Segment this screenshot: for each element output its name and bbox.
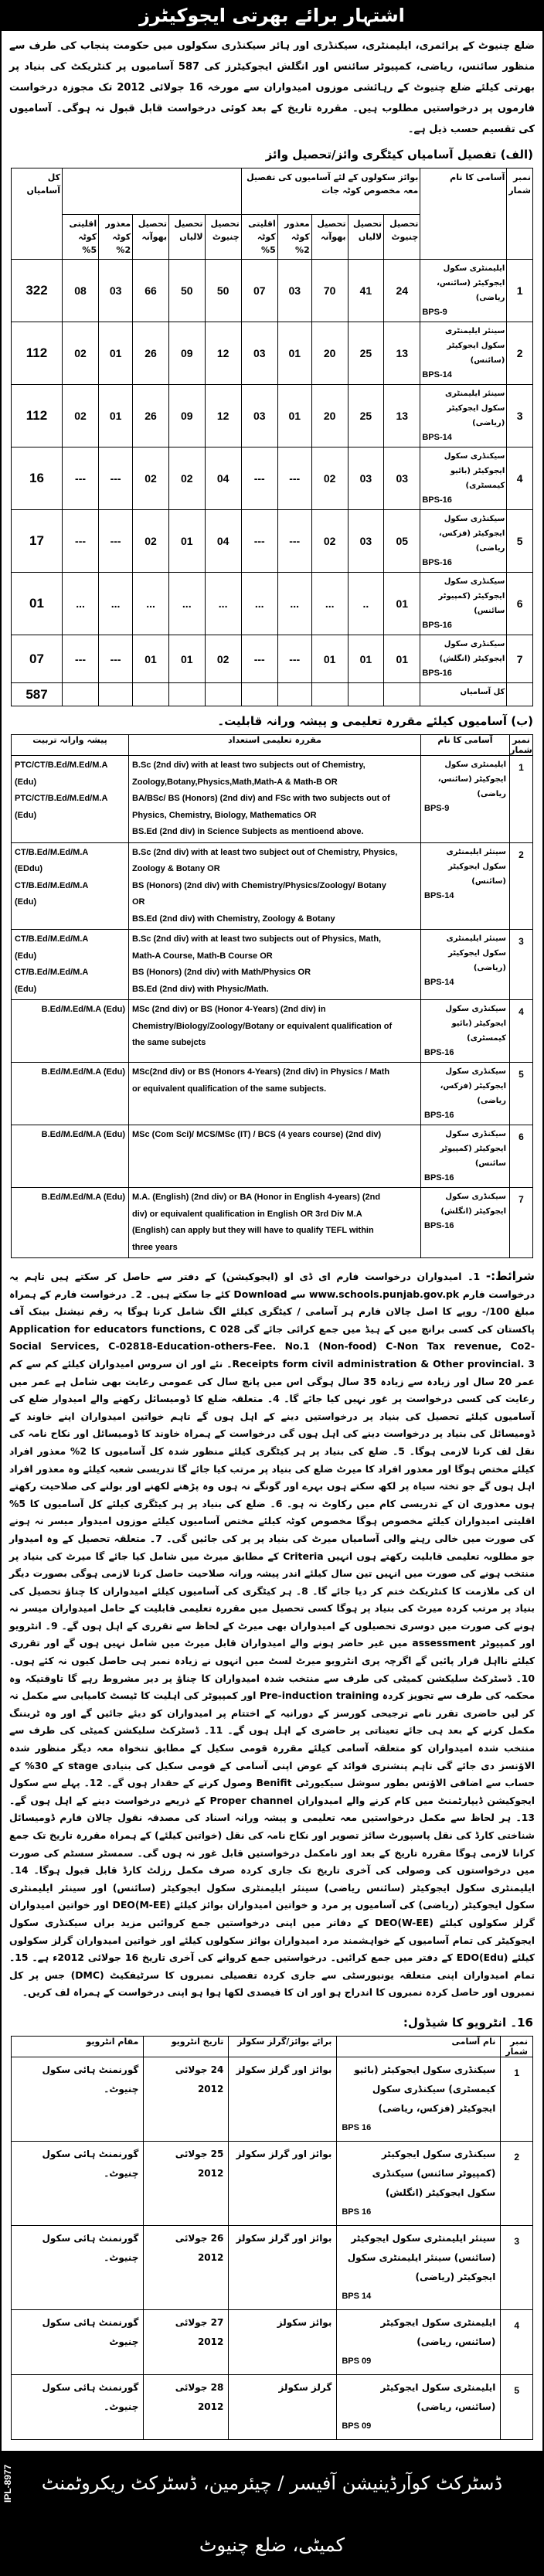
training-line: B.Ed/M.Ed/M.A (Edu) [41,1130,125,1139]
row-total: 17 [12,510,63,573]
qualification-line: MSc(2nd div) or BS (Honors 4-Years) (2nd div) in Physics / Math [132,1067,390,1077]
boys-count: 01 [311,635,348,683]
row-number: 6 [507,573,533,635]
training-line: PTC/CT/B.Ed/M.Ed/M.A [15,794,108,803]
post-name [421,756,510,843]
qualification-line: MSc (2nd div) or BS (Honor 4-Years) (2nd div) in [132,1005,326,1014]
sub-header: تحصیل بھوآنہ [133,215,169,260]
post-name [420,447,507,510]
training-line: (EDdu) [15,864,43,873]
qualification-line: (English) can apply but they will have to qualify TEFL within [132,1226,374,1235]
row-number: 5 [501,2374,533,2439]
post-name [337,2309,501,2374]
boys-count: 03 [348,447,384,510]
table-row [12,2141,533,2225]
post-title: سینئر ایلیمنٹری سکول ایجوکیٹر (ریاضی) [446,934,506,972]
qualification-line: Physics, Chemistry, Biology, Mathematics OR [132,810,317,820]
empty-cell [99,683,133,706]
row-number: 2 [501,2141,533,2225]
boys-count: 25 [348,322,384,385]
qualification-line: B.Sc (2nd div) with at least two subject out of Chemistry, Physics, [132,847,398,857]
empty-cell [277,683,311,706]
interview-venue: گورنمنٹ ہائی سکول چنیوٹ۔ [12,2141,144,2225]
table-row [12,510,533,573]
boys-count: 03 [241,322,277,385]
pay-scale: BPS 14 [342,2291,372,2301]
row-number: 3 [507,385,533,447]
boys-count: 01 [384,635,420,683]
girls-count: 26 [133,322,169,385]
academic-qualification [129,1125,421,1188]
girls-count: 01 [99,385,133,447]
post-title: سیکنڈری سکول ایجوکیٹر (فزکس، ریاضی) [438,515,505,553]
table-row [12,635,533,683]
post-title: سیکنڈری سکول ایجوکیٹر (کمپیوٹر سائنس) [438,577,505,615]
interview-venue: گورنمنٹ ہائی سکول چنیوٹ۔ [12,2057,144,2141]
row-number: 4 [507,447,533,510]
sub-header: معذور کوٹہ 2% [99,215,133,260]
qualification-line: BS.Ed (2nd div) in Science Subjects as mentioend above. [132,827,364,836]
boys-count: 13 [384,385,420,447]
post-title: سیکنڈری سکول ایجوکیٹر (کمپیوٹر سائنس) سیکنڈری سکول ایجوکیٹر (انگلش) [372,2148,496,2198]
boys-count: .. [348,573,384,635]
girls-count: 02 [63,385,99,447]
girls-count: 09 [168,322,205,385]
girls-count: 50 [168,260,205,322]
table-row [12,260,533,322]
training-line: (Edu) [15,777,37,787]
academic-qualification [129,1000,421,1063]
section-b-heading: (ب) آسامیوں کیلئے مقررہ تعلیمی و پیشہ ورانہ قابلیت۔ [217,714,533,728]
girls-count: ... [99,573,133,635]
row-total: 16 [12,447,63,510]
row-number: 2 [510,842,533,930]
post-name [337,2225,501,2309]
academic-qualification [129,1063,421,1125]
footer-signature: ڈسٹرکٹ کوآرڈینیشن آفیسر / چیئرمین، ڈسٹرکٹ ریکروٹمنٹ کمیٹی، ضلع چنیوٹ [41,2472,503,2556]
boys-count: --- [277,635,311,683]
girls-count: --- [63,447,99,510]
pay-scale: BPS 09 [342,2356,372,2366]
post-name [421,930,510,1000]
row-total: 322 [12,260,63,322]
post-title: ایلیمنٹری سکول ایجوکیٹر (سائنس، ریاضی) [380,2381,496,2412]
interview-venue: گورنمنٹ ہائی سکول چنیوٹ [12,2309,144,2374]
school-type: بوائز اور گرلز سکولز [229,2057,337,2141]
interview-venue: گورنمنٹ ہائی سکول چنیوٹ۔ [12,2225,144,2309]
vacancies-table [11,168,533,706]
interview-date: 27 جولائی 2012 [144,2309,229,2374]
professional-training [12,930,129,1000]
school-type: گرلز سکولز [229,2374,337,2439]
girls-count: --- [99,510,133,573]
qualification-line: Zoology,Botany,Physics,Math,Math-A & Math-B OR [132,777,338,787]
row-number: 4 [510,1000,533,1063]
table-row [12,842,533,930]
post-name [421,1000,510,1063]
academic-qualification [129,756,421,843]
academic-qualification [129,930,421,1000]
pay-scale: BPS-16 [422,495,452,505]
school-type: بوائز سکولز [229,2309,337,2374]
girls-count: 09 [168,385,205,447]
interview-date: 25 جولائی 2012 [144,2141,229,2225]
girls-count: --- [99,635,133,683]
boys-count: ... [241,573,277,635]
qualification-line: Chemistry/Biology/Zoology/Botany or equivalent qualification of [132,1021,393,1031]
pay-scale: BPS 16 [342,2207,372,2217]
post-name [421,1125,510,1188]
table-row [12,573,533,635]
section-a-heading: (الف) تفصیل آسامیاں کیٹگری وائز/تحصیل وائز [265,148,533,162]
qualification-line: B.Sc (2nd div) with at least two subjects out of Chemistry, [132,761,366,770]
empty-cell [168,683,205,706]
sub-header: تحصیل چنیوٹ [384,215,420,260]
boys-count: 25 [348,385,384,447]
post-name [420,510,507,573]
post-name [421,1063,510,1125]
row-number: 3 [510,930,533,1000]
empty-cell [241,683,277,706]
girls-count: 01 [133,635,169,683]
footer [0,2452,544,2576]
col-boys-group: بوائز سکولوں کے لئے آسامیوں کی تفصیل معہ مخصوص کوٹہ جات [241,168,420,215]
col-no: نمبر شمار [510,735,532,755]
row-number: 7 [510,1188,533,1258]
girls-count: 66 [133,260,169,322]
post-name [337,2374,501,2439]
post-title: سیکنڈری سکول ایجوکیٹر (انگلش) [439,640,505,663]
boys-count: 02 [311,447,348,510]
table-row [12,1063,533,1125]
girls-count: 02 [133,447,169,510]
girls-count: 26 [133,385,169,447]
academic-qualification [129,842,421,930]
post-name [421,1188,510,1258]
boys-count: 01 [277,385,311,447]
professional-training [12,1000,129,1063]
empty-cell [384,683,420,706]
boys-count: 03 [348,510,384,573]
qualification-line: Zoology & Botany OR [132,864,220,873]
boys-count: ... [311,573,348,635]
row-number: 6 [510,1125,533,1188]
academic-qualification [129,1188,421,1258]
boys-count: --- [241,635,277,683]
col-post: آسامی کا نام [421,735,510,756]
qualification-line: BS.Ed (2nd div) with Chemistry, Zoology & Botany [132,914,335,924]
sub-header: اقلیتی کوٹہ 5% [241,215,277,260]
boys-count: 03 [241,385,277,447]
boys-count: --- [277,447,311,510]
sub-header: تحصیل لالیاں [168,215,205,260]
post-title: سیکنڈری سکول ایجوکیٹر (بائیو کیمسٹری) [444,452,505,490]
sub-header: تحصیل چنیوٹ [205,215,241,260]
interview-schedule-table [11,2036,533,2440]
post-name [420,573,507,635]
conditions-heading: شرائط:- [485,1269,535,1283]
row-number: 5 [510,1063,533,1125]
boys-count: 24 [384,260,420,322]
girls-count: 01 [168,510,205,573]
post-title: سینئر ایلیمنٹری سکول ایجوکیٹر (سائنس) [446,847,506,886]
empty-cell [311,683,348,706]
qualification-line: BS (Honors) (2nd div) with Math/Physics OR [132,968,311,977]
row-total: 01 [12,573,63,635]
col-professional: پیشہ وارانہ تربیت [12,735,129,756]
total-row [12,683,533,706]
boys-count: 70 [311,260,348,322]
girls-count: 50 [205,260,241,322]
row-number: 1 [510,756,533,843]
empty-cell [507,683,533,706]
col-venue: مقام انٹرویو [12,2036,144,2057]
boys-count: --- [277,510,311,573]
boys-count: 07 [241,260,277,322]
col-school: برائے بوائز/گرلز سکولز [229,2036,337,2057]
table-row [12,385,533,447]
sub-header: تحصیل لالیاں [348,215,384,260]
professional-training [12,756,129,843]
table-row [12,1125,533,1188]
training-line: (Edu) [15,897,37,907]
conditions-text: 1۔ امیدواران درخواست فارم ای ڈی او (ایجوکیشن) کے دفتر سے حاصل کر سکتے ہیں تاہم یہ درخواست فارم www.schools.punjab.gov.pk سے Download کئے جا سکتے ہیں۔ 2۔ درخواست فارم کے ہمراہ مبلغ 100/- روپے کا اصل چالان فارم ہر آسامی / کیٹگری کیلئے الگ شامل کرنا ہوگا یہ رقم نیشنل بینک آف پاکستان کی کسی برانچ میں کے ہیڈ میں جمع کرائی جائے گی Application for educators functions, C 028 Social Services, C-02818-Education-others-Fee. No.1 (Non-food) C-Non Tax revenue, Co2-Receipts form civil administration & Other provincial. 3۔ نئے اور ان سروس امیدواران کیلئے کم سے کم عمر 20 سال اور زیادہ سے زیادہ 35 سال ہوگی اس میں پانچ سال کی عمومی رعایت بھی شامل ہے عمر میں رعایت کی کسی درخواست پر غور نہیں کیا جائے گا۔ 4۔ متعلقہ ضلع کا ڈومیسائل رکھنے والے امیدوار ضلع کی آسامیوں کیلئے تحصیل کی بنیاد پر درخواستیں دینے کے اہل ہوں گے تاہم خواتین امیدواران اپنے خاوند کے ڈومیسائل کی بنیاد پر درخواست دینے کی اہل ہوں گی درخواست کے ہمراہ خاوند کا ڈومیسائل اور نکاح نامہ کی نقل لف کرنا لازمی ہوگا۔ 5۔ ضلع کی بنیاد پر ہر کیٹگری کیلئے منظور شدہ کل آسامیوں کا 2% معذور افراد کیلئے مختص ہوگا اور معذور افراد کا میرٹ ضلع کی بنیاد پر مرتب کیا جائے گا تدریسی شعبہ کیلئے وہ معذور افراد اہل ہوں گے جو تختہ سیاہ پر لکھ سکتے ہوں بہرے اور گونگے نہ ہوں وہ پڑھنے لکھنے اور بولنے کی صلاحیت رکھتے ہوں معذوری ان کے تدریسی کام میں رکاوٹ نہ ہو۔ 6۔ ضلع کی بنیاد پر ہر کیٹگری کیلئے کل آسامیوں کا 5% اقلیتی امیدواران کیلئے مخصوص ہوگا مخصوص کوٹہ کیلئے مختص آسامیوں کیلئے موزوں امیدوار میسر نہ ہونے کی صورت میں خالی رہنے والی آسامیاں میرٹ کی بنیاد پر پر کی جائیں گی۔ 7۔ متعلقہ تحصیل کے وہ امیدوار جو مطلوبہ تعلیمی قابلیت رکھتے ہوں انہیں Criteria کے مطابق میرٹ میں شامل کیا جائے گا میرٹ کی بنیاد پر منتخب ہونے کی صورت میں انہیں تین سال کیلئے اندر پیشہ ورانہ صلاحیت حاصل کرنا لازمی ہوگی بصورت دیگر ان کی ملازمت کا کنٹریکٹ ختم کر دیا جائے گا۔ 8۔ ہر کیٹگری کی آسامیوں کیلئے امیدواران کا چناؤ تحصیل کی بنیاد پر مرتب کردہ میرٹ کی بنیاد پر ہوگا کسی تحصیل میں مقررہ تعلیمی قابلیت کے حامل امیدواران میسر نہ ہونے کی صورت میں دوسری تحصیلوں کے امیدواران بھی میرٹ کے لحاظ سے تقرری کے اہل ہوں گے۔ 9۔ انٹرویو اور کمپیوٹر assessment میں غیر حاضر ہونے والے امیدواران قابل میرٹ میں شامل نہیں ہوں گے اور تقرری کیلئے نااہل قرار پائیں گے اگرچہ پری انٹرویو میرٹ لسٹ میں انہوں نے زیادہ نمبر ہی حاصل کیوں نہ کئے ہوں۔ 10۔ ڈسٹرکٹ سلیکشن کمیٹی کی طرف سے منتخب شدہ امیدواران کا چناؤ پر دیر مشروط رہے گا تاوقتیکہ وہ محکمہ کی طرف سے تجویز کردہ Pre-induction training اور کمپیوٹر کی اہلیت کا ٹیسٹ کامیابی سے مکمل نہ کر لیں حاضری تقرر نامے ترجیحی کورسز کے دورانیہ کے اختتام پر امیدواران کو دیئے جائیں گے اور وہ ٹریننگ مکمل کرنے کے بعد ہی جائے تعیناتی پر حاضری کے اہل ہوں گے۔ 11۔ ڈسٹرکٹ سلیکشن کمیٹی کی طرف سے منتخب شدہ امیدواران کو متعلقہ آسامی کیلئے مقررہ قومی سکیل کے مطابق تنخواہ معہ دیگر منظور شدہ الاؤنسز دی جائے گی تاہم پنشنری فوائد کے عوض اپنی آسامی کے قومی سکیل کی بنیادی stage کے 30% کے حساب سے اضافی الاؤنس بطور سوشل سیکیورٹی Benifit وصول کرنے کے حقدار ہوں گے۔ 12۔ پہلے سے سکول ایجوکیشن ڈیپارٹمنٹ میں کام کرنے والے امیدواران Proper channel کے ذریعے درخواست دینے کے اہل ہوں گے۔ 13۔ ہر لحاظ سے مکمل درخواستیں معہ تعلیمی و پیشہ ورانہ اسناد کی مصدقہ نقول چالان فارم ڈومیسائل شناختی کارڈ کی نقل پاسپورٹ سائز تصویر اور نکاح نامہ کی نقل (خواتین کیلئے) کے ہمراہ مقررہ تاریخ تک جمع کرانا لازمی ہوگا مقررہ تاریخ کے بعد اور نامکمل درخواستیں قابل غور نہ ہوں گی۔ سمسٹر سسٹم کی صورت میں درخواستوں کی وصولی کی آخری تاریخ تک جاری کردہ صرف مکمل رزلٹ کارڈ قابل قبول ہوگا۔ 14۔ ایلیمنٹری سکول ایجوکیٹر (سائنس ریاضی) سینئر ایلیمنٹری سکول ایجوکیٹر (سائنس) اور سینئر ایلیمنٹری سکول ایجوکیٹر (ریاضی) کی آسامیوں پر مرد و خواتین امیدواران بوائز کیلئے DEO(M-EE) اور خواتین امیدواران گرلز سکولوں کیلئے DEO(W-EE) کے دفاتر میں اپنی درخواستیں جمع کروائیں مزید براں سیکنڈری سکول ایجوکیٹر کی تمام آسامیوں کے خواہشمند مرد امیدواران بوائز سکولوں کیلئے اور خواتین امیدواران گرلز سکولوں کیلئے EDO(Edu) کے دفتر میں جمع کرائیں۔ درخواستیں جمع کروانے کی آخری تاریخ 16 جولائی 2012ء ہے۔ 15۔ تمام امیدواران اپنی متعلقہ یونیورسٹی سے جاری کردہ تفصیلی نمبروں کا سرٹیفکیٹ (DMC) جس پر کل نمبروں اور حاصل کردہ نمبروں کا اندراج ہو اور ان کا فیصدی لکھا ہوا ہو اپنی درخواست کے ہمراہ لف کریں۔ [9,1271,536,1999]
pay-scale: BPS-16 [422,621,452,630]
post-title: سینئر ایلیمنٹری سکول ایجوکیٹر (ریاضی) [444,390,505,427]
interview-date: 24 جولائی 2012 [144,2057,229,2141]
girls-count: 02 [168,447,205,510]
girls-count: 08 [63,260,99,322]
training-line: B.Ed/M.Ed/M.A (Edu) [41,1193,125,1202]
training-line: PTC/CT/B.Ed/M.Ed/M.A [15,761,108,770]
girls-count: ... [168,573,205,635]
col-academic: مقررہ تعلیمی استعداد [129,735,421,756]
empty-cell [348,683,384,706]
table-row [12,447,533,510]
qualifications-table [11,734,533,1258]
total-label: کل آسامیاں [420,683,507,706]
col-girls-group [63,168,242,215]
ad-title: اشتہار برائے بھرتی ایجوکیٹرز [2,0,542,31]
girls-count: 02 [205,635,241,683]
girls-count: 02 [133,510,169,573]
girls-count: 12 [205,322,241,385]
table-row [12,322,533,385]
post-name [337,2057,501,2141]
qualification-line: MSc (Com Sci)/ MCS/MSc (IT) / BCS (4 years course) (2nd div) [132,1130,382,1139]
post-name [420,322,507,385]
pay-scale: BPS-16 [424,1048,454,1057]
boys-count: ... [277,573,311,635]
girls-count: --- [99,447,133,510]
qualification-line: M.A. (English) (2nd div) or BA (Honor in English 4-years) (2nd [132,1193,381,1202]
post-title: سیکنڈری سکول ایجوکیٹر (بائیو کیمسٹری) [445,1005,506,1043]
row-number: 4 [501,2309,533,2374]
post-name [420,260,507,322]
pay-scale: BPS-9 [424,804,450,813]
pay-scale: BPS-16 [424,1111,454,1120]
post-title: ایلیمنٹری سکول ایجوکیٹر (سائنس، ریاضی) [437,264,505,302]
empty-cell [133,683,169,706]
sub-header: اقلیتی کوٹہ 5% [63,215,99,260]
pay-scale: BPS-14 [422,370,452,379]
table-row [12,2057,533,2141]
training-line: (Edu) [15,984,37,994]
post-title: ایلیمنٹری سکول ایجوکیٹر (سائنس، ریاضی) [437,761,506,798]
girls-count: 04 [205,447,241,510]
post-name [420,385,507,447]
professional-training [12,1063,129,1125]
girls-count: --- [63,635,99,683]
training-line: B.Ed/M.Ed/M.A (Edu) [41,1005,125,1014]
school-type: بوائز اور گرلز سکولز [229,2141,337,2225]
pay-scale: BPS-16 [424,1221,454,1230]
row-number: 1 [507,260,533,322]
post-title: سینئر ایلیمنٹری سکول ایجوکیٹر (سائنس) [444,327,505,365]
qualification-line: B.Sc (2nd div) with at least two subjects out of Physics, Math, [132,934,382,944]
qualification-line: the same subejcts [132,1038,206,1047]
col-date: تاریخ انٹرویو [144,2036,229,2057]
boys-count: 41 [348,260,384,322]
post-title: ایلیمنٹری سکول ایجوکیٹر (سائنس، ریاضی) [380,2316,496,2347]
pay-scale: BPS-14 [424,978,454,987]
qualification-line: BS (Honors) (2nd div) with Chemistry/Physics/Zoology/ Botany [132,880,386,890]
interview-date: 26 جولائی 2012 [144,2225,229,2309]
girls-count: ... [63,573,99,635]
training-line: CT/B.Ed/M.Ed/M.A [15,968,89,977]
girls-count: 02 [63,322,99,385]
row-total: 112 [12,385,63,447]
qualification-line: Math-A Course, Math-B Course OR [132,951,273,961]
boys-count: --- [241,510,277,573]
school-type: بوائز اور گرلز سکولز [229,2225,337,2309]
boys-count: 01 [348,635,384,683]
girls-count: ... [205,573,241,635]
training-line: CT/B.Ed/M.Ed/M.A [15,934,89,944]
girls-count: --- [63,510,99,573]
boys-count: 03 [384,447,420,510]
post-title: سیکنڈری سکول ایجوکیٹر (فزکس، ریاضی) [440,1067,506,1105]
professional-training [12,1188,129,1258]
pay-scale: BPS-16 [422,558,452,567]
row-number: 1 [501,2057,533,2141]
post-name [420,635,507,683]
table-row [12,2374,533,2439]
row-total: 07 [12,635,63,683]
post-title: سیکنڈری سکول ایجوکیٹر (بائیو کیمسٹری) سیکنڈری سکول ایجوکیٹر (فزکس، ریاضی) [354,2064,496,2114]
boys-count: 13 [384,322,420,385]
post-name [421,842,510,930]
post-title: سیکنڈری سکول ایجوکیٹر (انگلش) [440,1193,506,1216]
post-name [337,2141,501,2225]
intro-text: ضلع چنیوٹ کے پرائمری، ایلیمنٹری، سیکنڈری اور ہائر سیکنڈری سکولوں میں حکومت پنجاب کی طرف سے منظور سائنس، ریاضی، کمپیوٹر سائنس اور انگلش ایجوکیٹرز کی 587 آسامیوں پر کنٹریکٹ کی بنیاد پر بھرتی کیلئے ضلع چنیوٹ کے رہائشی موزوں امیدواران سے مورخہ 16 جولائی 2012 تک مجوزہ درخواست فارموں پر درخواستیں مطلوب ہیں۔ مقررہ تاریخ کے بعد کوئی درخواست قابل قبول نہ ہوگی۔ آسامیوں کی تقسیم حسب ذیل ہے۔ [9,40,535,135]
boys-count: 02 [311,510,348,573]
boys-count: --- [241,447,277,510]
boys-count: 01 [384,573,420,635]
pay-scale: BPS-14 [422,433,452,442]
qualification-line: OR [132,897,145,907]
boys-count: 20 [311,322,348,385]
qualification-line: BA/BSc/ BS (Honors) (2nd div) and FSc with two subjects out of [132,794,390,803]
table-row [12,2309,533,2374]
girls-count: 12 [205,385,241,447]
ad-code: IPL-8977 [2,2464,13,2503]
col-post: آسامی کا نام [420,168,507,260]
interview-date: 28 جولائی 2012 [144,2374,229,2439]
conditions [9,1268,535,2002]
professional-training [12,842,129,930]
table-row [12,930,533,1000]
table-row [12,2225,533,2309]
pay-scale: BPS 09 [342,2421,372,2431]
qualification-line: three years [132,1242,178,1252]
qualification-line: BS.Ed (2nd div) with Physic/Math. [132,984,269,994]
girls-count: 01 [99,322,133,385]
col-no: نمبر شمار [501,2036,533,2057]
col-total: کل آسامیاں [12,168,63,260]
boys-count: 03 [277,260,311,322]
grand-total: 587 [12,683,63,706]
training-line: (Edu) [15,810,37,820]
girls-count: ... [133,573,169,635]
boys-count: 01 [277,322,311,385]
training-line: (Edu) [15,951,37,961]
schedule-heading: 16۔ انٹرویو کا شیڈول: [403,2015,533,2030]
pay-scale: BPS-14 [424,890,454,900]
col-post: نام آسامی [337,2036,501,2057]
table-row [12,756,533,843]
pay-scale: BPS 16 [342,2122,372,2132]
row-number: 7 [507,635,533,683]
boys-count: 20 [311,385,348,447]
training-line: CT/B.Ed/M.Ed/M.A [15,847,89,857]
empty-cell [63,683,99,706]
post-title: سینئر ایلیمنٹری سکول ایجوکیٹر (سائنس) سینئر ایلیمنٹری سکول ایجوکیٹر (ریاضی) [347,2232,496,2282]
girls-count: 04 [205,510,241,573]
pay-scale: BPS-16 [422,669,452,678]
girls-count: 03 [99,260,133,322]
col-no: نمبر شمار [507,168,533,260]
row-number: 3 [501,2225,533,2309]
row-number: 5 [507,510,533,573]
qualification-line: div) or equivalent qualification in English OR 3rd Div M.A [132,1209,362,1219]
qualification-line: or equivalent qualification of the same subjects. [132,1084,327,1094]
row-number: 2 [507,322,533,385]
table-row [12,1188,533,1258]
interview-venue: گورنمنٹ ہائی سکول چنیوٹ۔ [12,2374,144,2439]
row-total: 112 [12,322,63,385]
empty-cell [205,683,241,706]
girls-count: 01 [168,635,205,683]
boys-count: 05 [384,510,420,573]
training-line: CT/B.Ed/M.Ed/M.A [15,880,89,890]
sub-header: معذور کوٹہ 2% [277,215,311,260]
post-title: سیکنڈری سکول ایجوکیٹر (کمپیوٹر سائنس) [440,1130,506,1168]
pay-scale: BPS-9 [422,308,447,317]
pay-scale: BPS-16 [424,1173,454,1183]
sub-header: تحصیل بھوآنہ [311,215,348,260]
professional-training [12,1125,129,1188]
training-line: B.Ed/M.Ed/M.A (Edu) [41,1067,125,1077]
table-row [12,1000,533,1063]
